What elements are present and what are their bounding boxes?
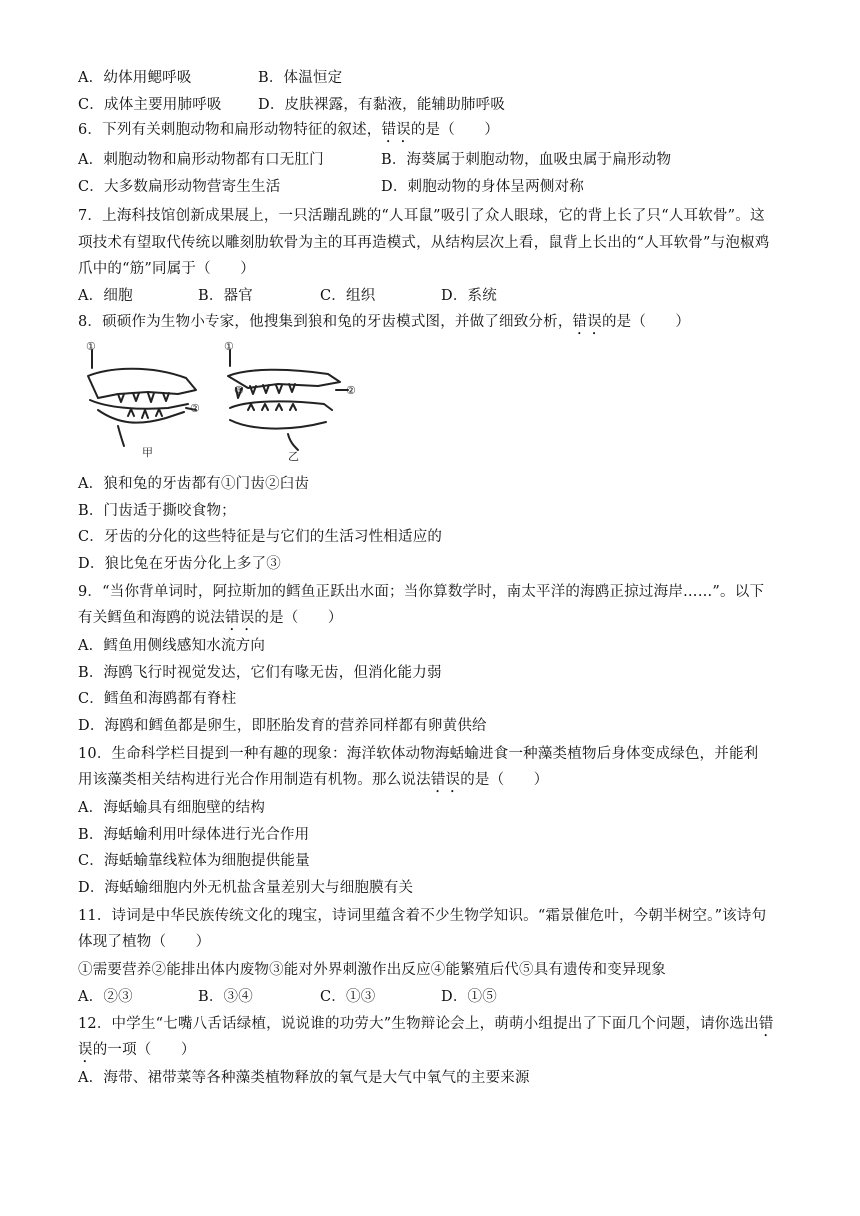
q10-option-d: D．海蛞蝓细胞内外无机盐含量差别大与细胞膜有关: [78, 880, 414, 896]
q10-option-c: C．海蛞蝓靠线粒体为细胞提供能量: [78, 853, 310, 869]
q11-option-d: D．①⑤: [441, 989, 497, 1005]
q5-option-d: D．皮肤裸露，有黏液，能辅助肺呼吸: [258, 97, 506, 113]
q8-stem-post: 的是（ ）: [601, 314, 691, 330]
q9-line2-emphasis: 错误: [225, 610, 255, 626]
rabbit-caption: 乙: [288, 450, 299, 463]
q7-option-c: C．组织: [320, 288, 376, 304]
q5-option-b: B．体温恒定: [258, 70, 343, 86]
q7-line2: 项技术有望取代传统以雕刻肋软骨为主的耳再造模式，从结构层次上看，鼠背上长出的“人耳软骨”与泡椒鸡: [78, 235, 770, 251]
rabbit-label-1: ①: [224, 340, 234, 353]
rabbit-label-3: ③: [234, 384, 244, 397]
q10-option-b: B．海蛞蝓利用叶绿体进行光合作用: [78, 827, 310, 843]
q7-option-d: D．系统: [441, 288, 497, 304]
q9-line1: 9．“当你背单词时，阿拉斯加的鳕鱼正跃出水面；当你算数学时，南太平洋的海鸥正掠过海岸……”。以下: [78, 584, 765, 600]
q6-stem: [78, 120, 499, 146]
q6-stem-emphasis: 错误: [381, 122, 411, 138]
q7-line3: 爪中的“筋”同属于（ ）: [78, 261, 255, 277]
q11-option-a: A．②③: [78, 989, 133, 1005]
wolf-label-2: ②: [190, 402, 200, 415]
q10-line2-post: 的是（ ）: [460, 772, 549, 788]
wolf-label-1: ①: [86, 340, 96, 353]
q8-option-c: C．牙齿的分化的这些特征是与它们的生活习性相适应的: [78, 529, 443, 545]
rabbit-jaw-drawing: [228, 350, 348, 450]
q9-line2: [78, 608, 343, 634]
q8-option-d: D．狼比兔在牙齿分化上多了③: [78, 556, 281, 572]
q12-line1-emphasis: 错: [758, 1016, 774, 1032]
teeth-diagram-svg: [78, 338, 368, 468]
q9-option-a: A．鳕鱼用侧线感知水流方向: [78, 638, 266, 654]
q11-line2: 体现了植物（ ）: [78, 934, 211, 950]
q6-option-d: D．刺胞动物的身体呈两侧对称: [381, 179, 584, 195]
q6-stem-post: 的是（ ）: [410, 122, 500, 138]
teeth-diagram: [78, 338, 368, 468]
q11-line1: 11．诗词是中华民族传统文化的瑰宝，诗词里蕴含着不少生物学知识。“霜景催危叶，今朝半树空。”该诗句: [78, 908, 767, 924]
q6-option-c: C．大多数扁形动物营寄生生活: [78, 179, 281, 195]
q12-line2-post: 的一项（ ）: [92, 1042, 196, 1058]
q12-line2: [78, 1040, 196, 1066]
q6-stem-pre: 6．下列有关刺胞动物和扁形动物特征的叙述，: [78, 122, 382, 138]
q10-line2: [78, 770, 548, 796]
q8-option-a: A．狼和兔的牙齿都有①门齿②臼齿: [78, 476, 310, 492]
q9-option-b: B．海鸥飞行时视觉发达，它们有喙无齿，但消化能力弱: [78, 665, 442, 681]
q6-option-b: B．海葵属于刺胞动物，血吸虫属于扁形动物: [381, 152, 672, 168]
q7-option-b: B．器官: [198, 288, 253, 304]
q10-line2-emphasis: 错误: [430, 772, 461, 788]
wolf-caption: 甲: [142, 446, 153, 459]
q11-option-b: B．③④: [198, 989, 253, 1005]
q7-line1: 7．上海科技馆创新成果展上，一只活蹦乱跳的“人耳鼠”吸引了众人眼球，它的背上长了只“人耳软骨”。这: [78, 208, 765, 224]
rabbit-label-2: ②: [346, 384, 356, 397]
wolf-jaw-drawing: [88, 350, 196, 446]
q9-option-c: C．鳕鱼和海鸥都有脊柱: [78, 691, 237, 707]
q10-option-a: A．海蛞蝓具有细胞壁的结构: [78, 800, 266, 816]
q5-option-a: A．幼体用鳃呼吸: [78, 70, 192, 86]
q8-stem-emphasis: 错误: [572, 314, 602, 330]
q12-line1: [78, 1014, 774, 1040]
q10-line1: 10．生命科学栏目提到一种有趣的现象：海洋软体动物海蛞蝓进食一种藻类植物后身体变成绿色，并能利: [78, 746, 759, 762]
q11-option-c: C．①③: [320, 989, 376, 1005]
q12-line2-emphasis: 误: [78, 1042, 93, 1058]
q7-option-a: A．细胞: [78, 288, 133, 304]
q8-option-b: B．门齿适于撕咬食物；: [78, 503, 236, 519]
q8-stem-pre: 8．硕硕作为生物小专家，他搜集到狼和兔的牙齿模式图，并做了细致分析，: [78, 314, 573, 330]
q10-line2-pre: 用该藻类相关结构进行光合作用制造有机物。那么说法: [78, 772, 431, 788]
q8-stem: [78, 312, 690, 338]
q12-option-a: A．海带、裙带菜等各种藻类植物释放的氧气是大气中氧气的主要来源: [78, 1070, 530, 1086]
q6-option-a: A．刺胞动物和扁形动物都有口无肛门: [78, 152, 324, 168]
q9-line2-pre: 有关鳕鱼和海鸥的说法: [78, 610, 225, 626]
q5-option-c: C．成体主要用肺呼吸: [78, 97, 222, 113]
q9-option-d: D．海鸥和鳕鱼都是卵生，即胚胎发育的营养同样都有卵黄供给: [78, 718, 487, 734]
q11-line3: ①需要营养②能排出体内废物③能对外界刺激作出反应④能繁殖后代⑤具有遗传和变异现象: [78, 962, 666, 978]
q12-line1-pre: 12．中学生“七嘴八舌话绿植，说说谁的功劳大”生物辩论会上，萌萌小组提出了下面几个问题，请你选出: [78, 1016, 759, 1032]
q9-line2-post: 的是（ ）: [254, 610, 343, 626]
